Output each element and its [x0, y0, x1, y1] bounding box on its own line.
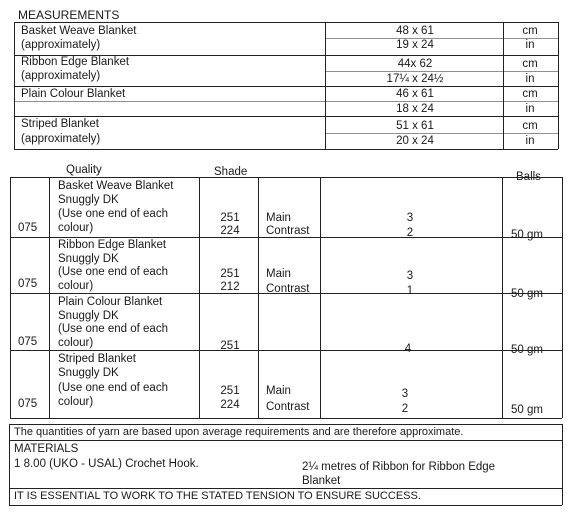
qty-contrast: 2	[401, 403, 409, 415]
shade-main: 251	[220, 268, 240, 280]
shade-contrast: 251	[220, 340, 240, 352]
shade-main: 251	[220, 385, 240, 397]
yarn-type: Snuggly DK	[58, 367, 119, 379]
yarn-note-2: colour)	[58, 280, 94, 292]
yarn-code: 075	[18, 278, 38, 290]
ball-weight: 50 gm	[511, 229, 543, 241]
yarn-type: Snuggly DK	[58, 194, 119, 206]
role-main: Main	[266, 385, 291, 397]
qty-contrast: 1	[406, 285, 414, 297]
ball-weight: 50 gm	[511, 344, 543, 356]
blanket-note: (approximately)	[21, 39, 101, 51]
yarn-code: 075	[18, 398, 38, 410]
shade-contrast: 212	[220, 281, 240, 293]
size-in: 18 x 24	[396, 103, 434, 115]
size-cm: 46 x 61	[396, 88, 434, 100]
shade-contrast: 224	[220, 399, 240, 411]
role-main: Main	[266, 212, 291, 224]
blanket-name: Basket Weave Blanket	[21, 25, 137, 37]
crochet-hook: 1 8.00 (UKO - USAL) Crochet Hook.	[14, 458, 199, 470]
blanket-name: Ribbon Edge Blanket	[21, 56, 130, 68]
yarn-note-2: colour)	[58, 337, 94, 349]
shade-main: 251	[220, 212, 240, 224]
quality-header: Quality	[66, 164, 102, 176]
qty-contrast: 2	[406, 227, 414, 239]
blanket-name: Ribbon Edge Blanket	[58, 239, 167, 251]
yarn-note: (Use one end of each	[58, 382, 168, 394]
ribbon-requirement-2: Blanket	[302, 475, 341, 487]
unit-in: in	[525, 73, 535, 85]
blanket-note: (approximately)	[21, 70, 101, 82]
materials-title: MATERIALS	[14, 443, 79, 455]
blanket-name: Striped Blanket	[58, 353, 136, 365]
unit-cm: cm	[522, 58, 538, 70]
role-main: Main	[266, 268, 291, 280]
blanket-note: (approximately)	[21, 133, 101, 145]
blanket-name: Plain Colour Blanket	[58, 296, 163, 308]
unit-in: in	[525, 103, 535, 115]
size-cm: 48 x 61	[396, 25, 434, 37]
ribbon-requirement: 2¼ metres of Ribbon for Ribbon Edge	[302, 461, 496, 473]
size-in: 20 x 24	[396, 135, 434, 147]
yarn-note: (Use one end of each	[58, 208, 168, 220]
role-contrast: Contrast	[266, 283, 310, 295]
size-cm: 44x 62	[397, 58, 433, 70]
blanket-name: Basket Weave Blanket	[58, 180, 174, 192]
blanket-name: Striped Blanket	[21, 118, 99, 130]
size-cm: 51 x 61	[396, 120, 434, 132]
measurements-title: MEASUREMENTS	[18, 8, 120, 22]
qty-main: 3	[406, 270, 414, 282]
shade-header: Shade	[214, 166, 248, 178]
yarn-type: Snuggly DK	[58, 310, 119, 322]
quantities-note: The quantities of yarn are based upon average requirements and are therefore approximate.	[14, 426, 464, 438]
yarn-code: 075	[18, 336, 38, 348]
unit-in: in	[525, 39, 535, 51]
role-contrast: Contrast	[266, 401, 310, 413]
qty-main: 3	[401, 388, 409, 400]
ball-weight: 50 gm	[511, 288, 543, 300]
yarn-note-2: colour)	[58, 396, 94, 408]
yarn-code: 075	[18, 222, 38, 234]
qty-contrast: 4	[404, 343, 412, 355]
size-in: 19 x 24	[396, 39, 434, 51]
yarn-note-2: colour)	[58, 222, 94, 234]
yarn-type: Snuggly DK	[58, 253, 119, 265]
size-in: 17¼ x 24½	[386, 73, 444, 85]
qty-main: 3	[406, 212, 414, 224]
blanket-name: Plain Colour Blanket	[21, 88, 126, 100]
unit-cm: cm	[522, 25, 538, 37]
ball-weight: 50 gm	[511, 404, 543, 416]
balls-header: Balls	[516, 171, 541, 183]
role-contrast: Contrast	[266, 225, 310, 237]
unit-cm: cm	[522, 120, 538, 132]
yarn-note: (Use one end of each	[58, 266, 168, 278]
unit-in: in	[525, 135, 535, 147]
yarn-note: (Use one end of each	[58, 323, 168, 335]
unit-cm: cm	[522, 88, 538, 100]
tension-warning: IT IS ESSENTIAL TO WORK TO THE STATED TENSION TO ENSURE SUCCESS.	[14, 490, 421, 502]
shade-contrast: 224	[220, 225, 240, 237]
